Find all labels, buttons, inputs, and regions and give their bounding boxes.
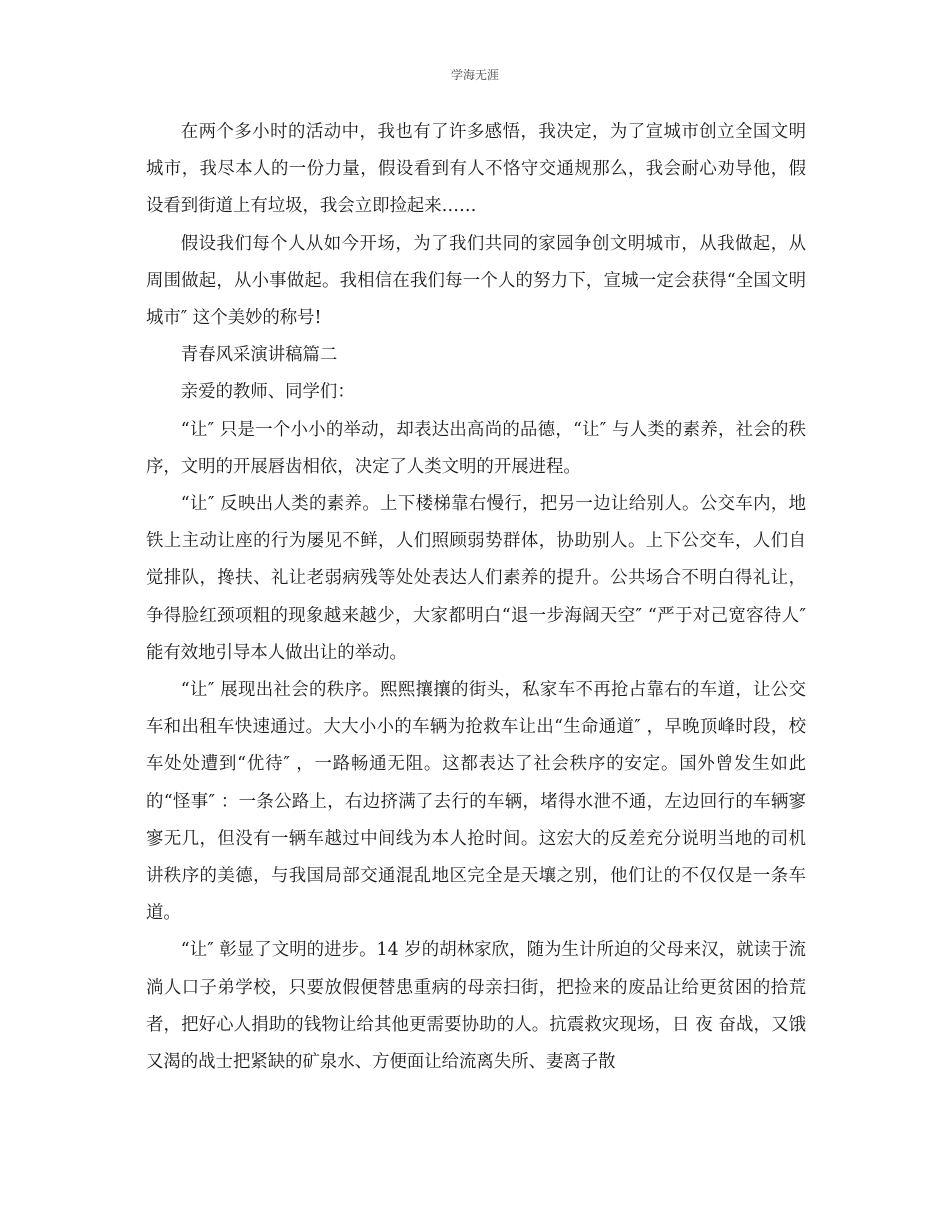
paragraph: “让″ 反映出人类的素养。上下楼梯靠右慢行，把另一边让给别人。公交车内，地铁上主动让座的行为屡见不鲜，人们照顾弱势群体，协助别人。上下公交车，人们自觉排队，搀扶、礼让老弱病残等处处表达人们素养的提升。公共场合不明白得礼让，争得脸红颈项粗的现象越来越少，大家都明白“退一步海阔天空″ “严于对己宽容待人″ 能有效地引导本人做出让的举动。: [146, 494, 806, 663]
document-body: [146, 114, 806, 1081]
paragraph: 在两个多小时的活动中，我也有了许多感悟，我决定，为了宣城市创立全国文明城市，我尽本人的一份力量，假设看到有人不恪守交通规那么，我会耐心劝导他，假设看到街道上有垃圾，我会立即捡起来……: [146, 122, 806, 217]
salutation: 亲爱的教师、同学们：: [180, 382, 355, 403]
paragraph: 假设我们每个人从如今开场，为了我们共同的家园争创文明城市，从我做起，从周围做起，从小事做起。我相信在我们每一个人的努力下，宣城一定会获得“全国文明城市″ 这个美妙的称号!: [146, 233, 806, 329]
paragraph: “让″ 只是一个小小的举动，却表达出高尚的品德，“让″ 与人类的素养，社会的秩序，文明的开展唇齿相依，决定了人类文明的开展进程。: [146, 419, 806, 477]
section-title: 青春风采演讲稿篇二: [180, 345, 338, 366]
paragraph: “让″ 彰显了文明的进步。14 岁的胡林家欣，随为生计所迫的父母来汉，就读于流淌人口子弟学校，只要放假便替患重病的母亲扫街，把捡来的废品让给更贫困的拾荒者，把好心人捐助的钱物让给其他更需要协助的人。抗震救灾现场，日 夜 奋战，又饿又渴的战士把紧缺的矿泉水、方便面让给流离失所、妻离子散: [146, 940, 806, 1073]
paragraph: “让″ 展现出社会的秩序。熙熙攘攘的街头，私家车不再抢占靠右的车道，让公交车和出租车快速通过。大大小小的车辆为抢救车让出“生命通道″ ，早晚顶峰时段，校车处处遭到“优待″ ，一路畅通无阻。这都表达了社会秩序的安定。国外曾发生如此的“怪事″ ：一条公路上，右边挤满了去行的车辆，堵得水泄不通，左边回行的车辆寥寥无几，但没有一辆车越过中间线为本人抢时间。这宏大的反差充分说明当地的司机讲秩序的美德，与我国局部交通混乱地区完全是天壤之别，他们让的不仅仅是一条车道。: [146, 680, 806, 924]
page-header: 学海无涯: [450, 68, 499, 82]
